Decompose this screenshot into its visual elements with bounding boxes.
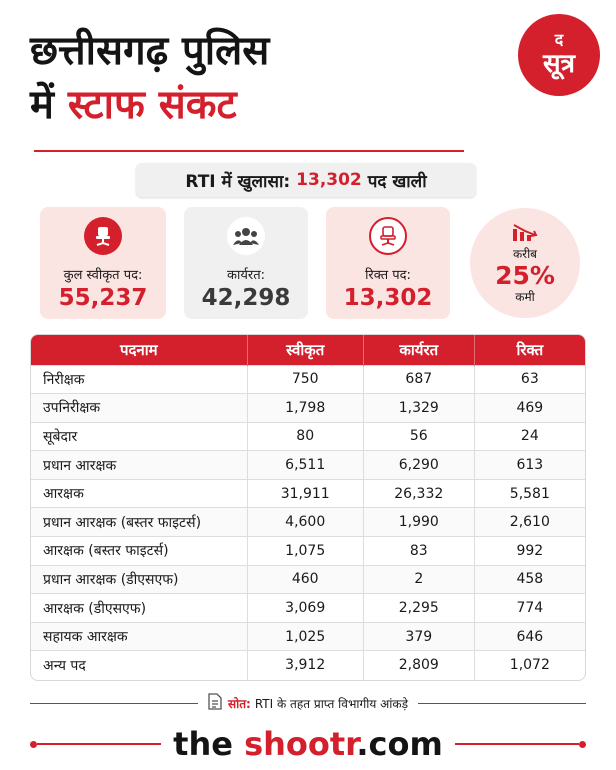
post-name: प्रधान आरक्षक (बस्तर फाइटर्स) bbox=[31, 508, 247, 537]
table-header-row bbox=[31, 335, 585, 365]
working-value: 1,990 bbox=[363, 508, 474, 537]
stat-label: रिक्त पद: bbox=[365, 268, 411, 283]
table-row bbox=[31, 622, 585, 651]
table-row bbox=[31, 365, 585, 394]
rti-banner-suffix: पद खाली bbox=[367, 171, 427, 192]
vacant-value: 24 bbox=[474, 422, 585, 451]
post-name: आरक्षक (डीएसएफ) bbox=[31, 594, 247, 623]
source-divider-right bbox=[418, 703, 586, 704]
vacant-value: 63 bbox=[474, 365, 585, 394]
chair-icon bbox=[84, 217, 122, 255]
table-row bbox=[31, 537, 585, 566]
header-vacant: रिक्त bbox=[474, 335, 585, 365]
stat-label: कुल स्वीकृत पद: bbox=[63, 268, 143, 283]
vacant-value: 1,072 bbox=[474, 651, 585, 680]
stat-value: 55,237 bbox=[58, 285, 148, 311]
table-row bbox=[31, 422, 585, 451]
sanctioned-value: 3,069 bbox=[247, 594, 363, 623]
footer-dot-left bbox=[30, 741, 37, 748]
table-row bbox=[31, 594, 585, 623]
the-sootr-logo bbox=[518, 14, 600, 96]
source-note bbox=[30, 690, 586, 716]
vacant-value: 992 bbox=[474, 537, 585, 566]
working-value: 2,809 bbox=[363, 651, 474, 680]
sanctioned-value: 80 bbox=[247, 422, 363, 451]
vacant-value: 5,581 bbox=[474, 479, 585, 508]
rti-banner-prefix: RTI में खुलासा: bbox=[185, 171, 291, 192]
sanctioned-value: 460 bbox=[247, 565, 363, 594]
headline-line-1: छत्तीसगढ़ पुलिस bbox=[30, 28, 270, 74]
table-row bbox=[31, 451, 585, 480]
logo-top-text: द bbox=[554, 30, 564, 49]
source-label: सोत: bbox=[227, 696, 251, 711]
sanctioned-value: 750 bbox=[247, 365, 363, 394]
vacant-value: 646 bbox=[474, 622, 585, 651]
footer-brand-text bbox=[161, 725, 455, 763]
source-value: RTI के तहत प्राप्त विभागीय आंकड़े bbox=[254, 696, 409, 711]
vacancy-percent-bottom: कमी bbox=[515, 290, 535, 304]
vacant-value: 458 bbox=[474, 565, 585, 594]
headline-underline bbox=[34, 150, 464, 152]
vacant-value: 2,610 bbox=[474, 508, 585, 537]
vacancy-percent-top: करीब bbox=[512, 247, 538, 261]
stat-card-vacant bbox=[326, 207, 450, 319]
headline-line-2-red: स्टाफ संकट bbox=[67, 82, 237, 128]
stat-value: 13,302 bbox=[343, 285, 433, 311]
document-icon bbox=[208, 693, 222, 713]
working-value: 687 bbox=[363, 365, 474, 394]
working-value: 379 bbox=[363, 622, 474, 651]
working-value: 56 bbox=[363, 422, 474, 451]
source-divider-left bbox=[30, 703, 198, 704]
working-value: 2,295 bbox=[363, 594, 474, 623]
declining-chart-icon bbox=[511, 223, 539, 247]
stat-value: 42,298 bbox=[201, 285, 291, 311]
sanctioned-value: 3,912 bbox=[247, 651, 363, 680]
footer-brand-part3: .com bbox=[356, 725, 443, 763]
sanctioned-value: 1,798 bbox=[247, 394, 363, 423]
post-name: आरक्षक (बस्तर फाइटर्स) bbox=[31, 537, 247, 566]
footer-brand-part2: shootr bbox=[244, 725, 357, 763]
post-name: प्रधान आरक्षक (डीएसएफ) bbox=[31, 565, 247, 594]
chair-icon bbox=[369, 217, 407, 255]
post-name: निरीक्षक bbox=[31, 365, 247, 394]
vacant-value: 469 bbox=[474, 394, 585, 423]
post-name: सहायक आरक्षक bbox=[31, 622, 247, 651]
vacancy-percent-badge bbox=[470, 208, 580, 318]
stat-card-sanctioned bbox=[40, 207, 166, 319]
stat-label: कार्यरत: bbox=[227, 268, 265, 283]
sanctioned-value: 1,075 bbox=[247, 537, 363, 566]
working-value: 26,332 bbox=[363, 479, 474, 508]
working-value: 1,329 bbox=[363, 394, 474, 423]
sanctioned-value: 1,025 bbox=[247, 622, 363, 651]
working-value: 6,290 bbox=[363, 451, 474, 480]
post-name: अन्य पद bbox=[31, 651, 247, 680]
footer-dot-right bbox=[579, 741, 586, 748]
people-icon bbox=[227, 217, 265, 255]
working-value: 2 bbox=[363, 565, 474, 594]
post-name: प्रधान आरक्षक bbox=[31, 451, 247, 480]
header-sanctioned: स्वीकृत bbox=[247, 335, 363, 365]
stat-card-working bbox=[184, 207, 308, 319]
sanctioned-value: 6,511 bbox=[247, 451, 363, 480]
headline-line-2-black: में bbox=[30, 82, 54, 128]
working-value: 83 bbox=[363, 537, 474, 566]
post-name: उपनिरीक्षक bbox=[31, 394, 247, 423]
footer-line-left bbox=[37, 743, 161, 745]
headline bbox=[30, 24, 470, 132]
vacant-value: 774 bbox=[474, 594, 585, 623]
footer-line-right bbox=[455, 743, 579, 745]
table-row bbox=[31, 508, 585, 537]
table-row bbox=[31, 651, 585, 680]
footer-brand bbox=[30, 722, 586, 766]
rti-banner-number: 13,302 bbox=[296, 170, 362, 190]
headline-line-2 bbox=[30, 78, 470, 132]
header-working: कार्यरत bbox=[363, 335, 474, 365]
logo-main-text: सूत्र bbox=[543, 49, 575, 79]
post-name: आरक्षक bbox=[31, 479, 247, 508]
source-text bbox=[198, 693, 418, 713]
post-name: सूबेदार bbox=[31, 422, 247, 451]
vacant-value: 613 bbox=[474, 451, 585, 480]
vacancy-percent-value: 25% bbox=[495, 261, 555, 290]
table-row bbox=[31, 394, 585, 423]
staff-table bbox=[30, 334, 586, 681]
footer-brand-part1: the bbox=[173, 725, 245, 763]
table-row bbox=[31, 479, 585, 508]
rti-banner bbox=[136, 163, 476, 197]
header-post: पदनाम bbox=[31, 335, 247, 365]
sanctioned-value: 31,911 bbox=[247, 479, 363, 508]
table-row bbox=[31, 565, 585, 594]
sanctioned-value: 4,600 bbox=[247, 508, 363, 537]
